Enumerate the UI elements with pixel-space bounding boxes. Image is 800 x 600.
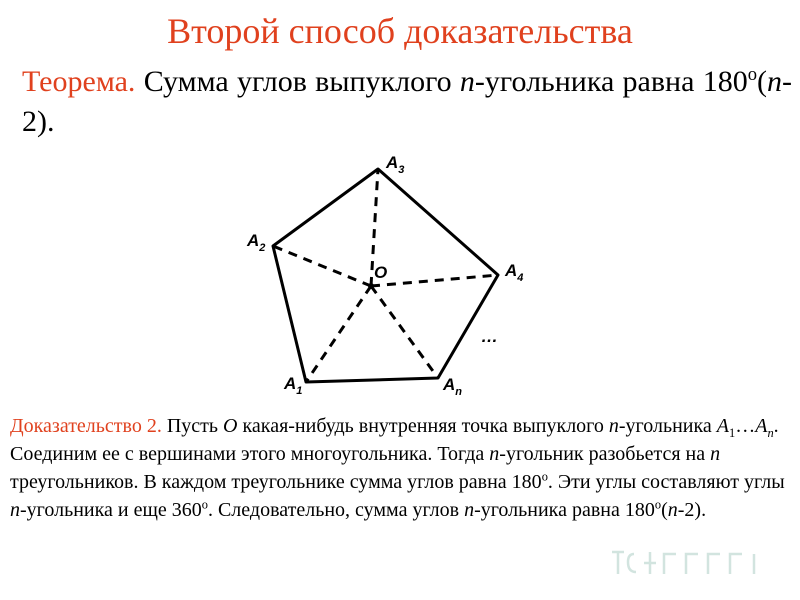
proof-n-e: n <box>464 499 475 521</box>
vertex-label-a4 <box>504 261 523 284</box>
vertex-a3-index: 3 <box>398 164 405 176</box>
proof-text-11: ( <box>661 499 668 521</box>
watermark-logo <box>604 548 764 578</box>
center-label-o: O <box>374 263 388 282</box>
proof-n-d: n <box>10 499 20 521</box>
vertex-a2-letter: A <box>247 231 260 250</box>
proof-text-8: -угольника и еще 360 <box>20 499 202 521</box>
segment-o-a2 <box>273 246 371 286</box>
proof-point-o: O <box>223 415 238 437</box>
proof-text-1: Пусть <box>161 415 224 437</box>
vertex-label-an <box>442 375 462 398</box>
proof-text-7: . Эти углы составляют углы <box>547 471 785 493</box>
proof-text-2: какая-нибудь внутренняя точка выпуклого <box>237 415 609 437</box>
proof-a1-letter: A <box>716 415 730 437</box>
proof-text-5: -угольник разобьется на <box>499 443 711 465</box>
proof-n-c: n <box>710 443 721 465</box>
proof-n-f: n <box>667 499 678 521</box>
vertex-label-a3 <box>385 153 404 176</box>
proof-n-a: n <box>608 415 619 437</box>
vertex-a3-letter: A <box>386 153 399 172</box>
proof-degree-3: o <box>654 497 662 512</box>
proof-text-9: . Следовательно, сумма углов <box>207 499 465 521</box>
vertex-label-a2 <box>246 231 265 254</box>
ellipsis-label: … <box>481 327 498 346</box>
proof-ellipsis: … <box>735 415 756 437</box>
segment-o-an <box>371 286 438 378</box>
vertex-a4-letter: A <box>505 261 518 280</box>
proof-text-3: -угольника <box>618 415 717 437</box>
vertex-a1-letter: A <box>284 374 297 393</box>
slide-title: Второй способ доказательства <box>167 11 633 51</box>
proof-degree-1: o <box>541 469 548 484</box>
proof-a1-index: 1 <box>729 426 736 440</box>
vertex-label-a1 <box>283 374 302 397</box>
vertex-an-index: n <box>455 386 463 398</box>
theorem-text-1: Сумма углов выпуклого <box>135 65 460 98</box>
proof-text-12: -2). <box>677 499 707 521</box>
theorem-label: Теорема. <box>22 65 136 98</box>
segment-o-a1 <box>306 286 371 382</box>
theorem-text-3: ( <box>757 65 767 98</box>
center-point <box>368 283 374 289</box>
proof-an-index: n <box>767 426 774 440</box>
theorem-degree: o <box>747 64 757 85</box>
proof-degree-2: o <box>201 497 208 512</box>
proof-paragraph <box>10 412 790 524</box>
vertex-a4-index: 4 <box>517 272 524 284</box>
proof-an-letter: A <box>755 415 768 437</box>
theorem-n: n <box>459 65 475 98</box>
vertex-a1-index: 1 <box>296 385 303 397</box>
theorem-text-4: -2). <box>22 65 792 138</box>
proof-text-10: -угольника равна 180 <box>474 499 655 521</box>
theorem-n-2: n <box>767 65 782 98</box>
proof-text-4: . Соединим ее с вершинами этого многоугольника. Тогда <box>10 415 779 465</box>
proof-label: Доказательство 2. <box>10 415 162 437</box>
proof-n-b: n <box>489 443 500 465</box>
vertex-a2-index: 2 <box>259 242 266 254</box>
proof-text-6: треугольников. В каждом треугольнике сумма углов равна 180 <box>10 471 542 493</box>
theorem-text-2: -угольника равна 180 <box>474 65 748 98</box>
segment-o-a4 <box>371 275 498 286</box>
vertex-an-letter: A <box>443 375 456 394</box>
